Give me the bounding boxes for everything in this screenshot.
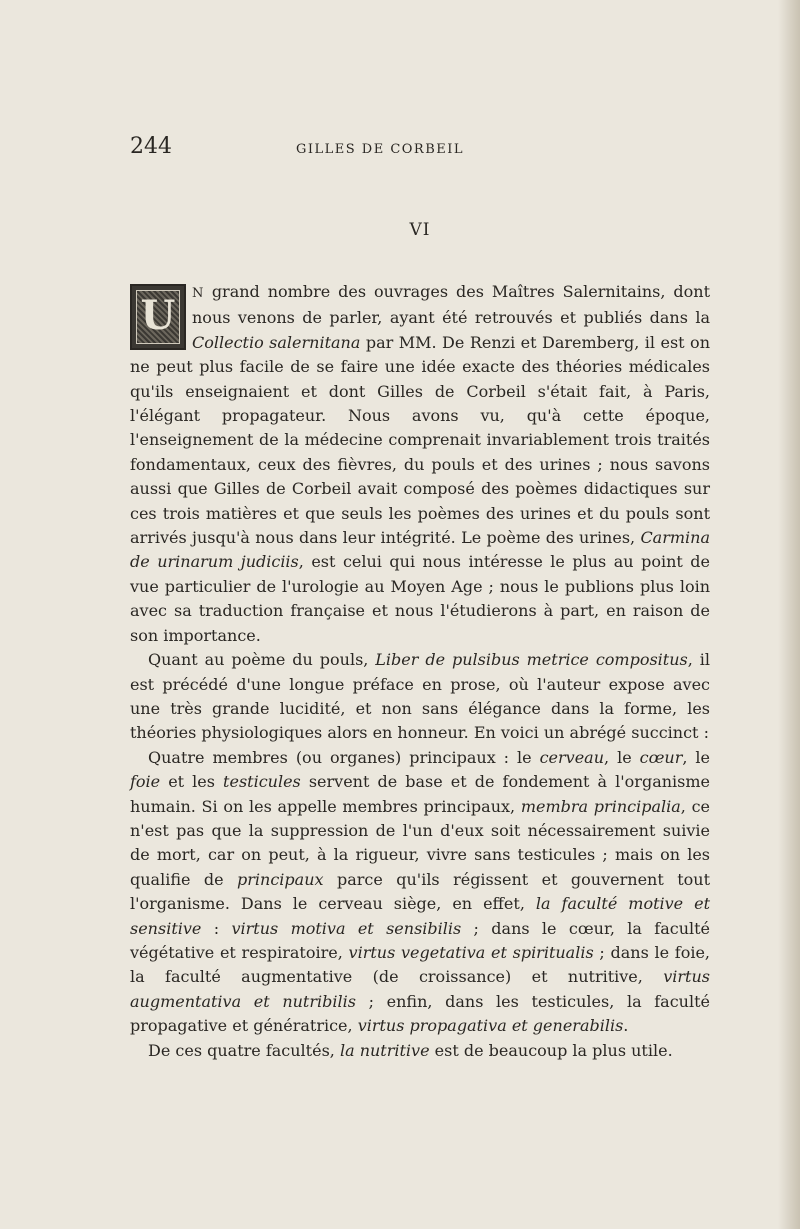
italic-title: Liber de pulsibus metrice compositus bbox=[375, 650, 688, 670]
italic-term: cerveau bbox=[539, 747, 605, 767]
italic-term: virtus propagativa et generabilis bbox=[357, 1016, 624, 1036]
italic-term: membra principalia bbox=[520, 796, 681, 816]
text-run: par MM. De Renzi et Daremberg, il est on ne peut plus facile de se faire une idée exacte des théories médicales qu'ils enseignaient et dont Gilles de Corbeil s'était fait, à Paris, l'élégant propagateur. Nous avons vu, qu'à cette époque, l'enseignement de la médecine comprenait invariablement trois traités fondamentaux, ceux des fièvres, du pouls et des urines ; nous savons aussi que Gilles de Corbeil avait composé des poèmes didactiques sur ces trois matières et que seuls les poèmes des urines et du pouls sont arrivés jusqu'à nous dans leur intégrité. Le poème des urines, bbox=[130, 332, 710, 548]
text-run: . bbox=[623, 1016, 629, 1036]
text-run: , le bbox=[682, 747, 711, 767]
page-edge-shadow bbox=[778, 0, 800, 1229]
text-run: ; enfin, dans les testicules, la faculté propagative et génératrice, bbox=[130, 991, 710, 1036]
paragraph-3 bbox=[130, 746, 710, 1039]
italic-term: virtus vegetativa et spiritualis bbox=[348, 942, 594, 962]
section-heading: VI bbox=[409, 220, 431, 240]
italic-term: la nutritive bbox=[339, 1040, 430, 1060]
body-text bbox=[130, 280, 710, 1063]
page-header bbox=[130, 134, 710, 164]
text-run: ; dans le foie, la faculté augmentative (de croissance) et nutritive, bbox=[130, 942, 711, 987]
italic-term: testicules bbox=[223, 772, 301, 792]
dropcap-ornament bbox=[130, 284, 186, 350]
paragraph-4 bbox=[130, 1039, 710, 1063]
page-number: 244 bbox=[130, 134, 172, 159]
text-run: et les bbox=[160, 772, 224, 792]
paragraph-1 bbox=[130, 280, 710, 648]
text-run: : bbox=[201, 918, 232, 938]
text-run: , le bbox=[604, 747, 640, 767]
text-run: parce qu'ils régissent et gouvernent tout l'organisme. Dans le cerveau siège, en effet, bbox=[130, 869, 710, 914]
text-run: , il est précédé d'une longue préface en prose, où l'auteur expose avec une très grande lucidité, et non sans élégance dans la forme, les théories physiologiques alors en honneur. En voici un abrégé succinct : bbox=[130, 650, 710, 743]
text-run: ; dans le cœur, la faculté végétative et respiratoire, bbox=[130, 918, 711, 962]
text-run: , ce n'est pas que la suppression de l'un d'eux soit nécessairement suivie de mort, car on peut, à la rigueur, vivre sans testicules ; mais on les qualifie de bbox=[130, 796, 711, 889]
italic-term: foie bbox=[130, 772, 161, 792]
italic-title: Collectio salernitana bbox=[192, 332, 361, 352]
first-word-rest: N bbox=[192, 286, 204, 301]
text-run: servent de base et de fondement à l'organisme humain. Si on les appelle membres principaux, bbox=[130, 772, 711, 816]
italic-title: Carmina de urinarum judiciis bbox=[130, 528, 710, 572]
italic-term: virtus motiva et sensibilis bbox=[231, 918, 462, 938]
italic-term: principaux bbox=[237, 869, 324, 889]
italic-term: la faculté motive et sensitive bbox=[130, 894, 711, 938]
text-run: Quant au poème du pouls, bbox=[148, 650, 376, 670]
text-run: est de beaucoup la plus utile. bbox=[429, 1040, 673, 1060]
dropcap-letter: U bbox=[140, 292, 176, 339]
text-run: grand nombre des ouvrages des Maîtres Salernitains, dont nous venons de parler, ayant été retrouvés et publiés dans la bbox=[192, 282, 710, 328]
paragraph-2 bbox=[130, 648, 710, 746]
text-run: , est celui qui nous intéresse le plus au point de vue particulier de l'urologie au Moyen Age ; nous le publions plus loin avec sa traduction française et nous l'étudierons à part, en raison de son importance. bbox=[130, 552, 710, 645]
text-run: De ces quatre facultés, bbox=[148, 1040, 340, 1060]
running-title: GILLES DE CORBEIL bbox=[295, 142, 465, 157]
italic-term: virtus augmentativa et nutribilis bbox=[130, 967, 710, 1011]
text-run: Quatre membres (ou organes) principaux : le bbox=[148, 747, 540, 767]
italic-term: cœur bbox=[639, 747, 683, 767]
